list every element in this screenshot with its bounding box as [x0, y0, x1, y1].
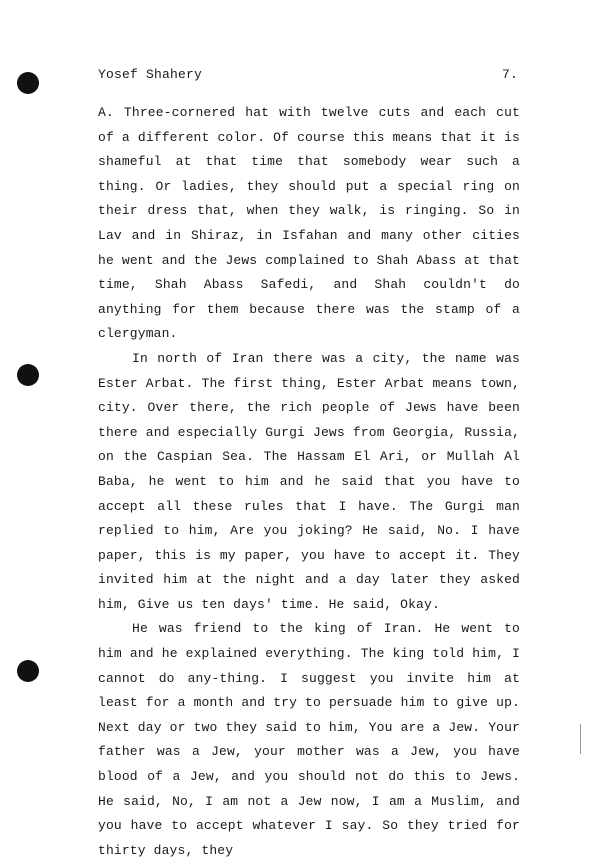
page-number: 7. [501, 67, 518, 82]
binder-hole-top [17, 72, 39, 94]
paragraph-1: A. Three-cornered hat with twelve cuts and each cut of a different color. Of course this means that it is shameful at that time that somebody wear such a thing. Or ladies, they should put a special ring on their dress that, when they walk, is ringing. So in Lav and in Shiraz, in Isfahan and many other cities he went and the Jews complained to Shah Abass at that time, Shah Abass Safedi, and Shah couldn't do anything for them because there was the stamp of a clergyman. [98, 105, 520, 342]
binder-hole-bottom [17, 660, 39, 682]
transcript-body [98, 101, 520, 863]
header-name: Yosef Shahery [98, 67, 203, 82]
paragraph-2: In north of Iran there was a city, the name was Ester Arbat. The first thing, Ester Arbat means town, city. Over there, the rich people of Jews have been there and especially Gurgi Jews from Georgia, Russia, on the Caspian Sea. The Hassam El Ari, or Mullah Al Baba, he went to him and he said that you have to accept all these rules that I have. The Gurgi man replied to him, Are you joking? He said, No. I have paper, this is my paper, you have to accept it. They invited him at the night and a day later they asked him, Give us ten days' time. He said, Okay. [98, 350, 520, 612]
binder-hole-middle [17, 364, 39, 386]
scan-edge-line [580, 724, 581, 754]
paragraph-3: He was friend to the king of Iran. He went to him and he explained everything. The king told him, I cannot do any-thing. I suggest you invite him at least for a month and try to persuade him to give up. Next day or two they said to him, You are a Jew. Your father was a Jew, your mother was a Jew, you have blood of a Jew, and you should not do this to Jews. He said, No, I am not a Jew now, I am a Muslim, and you have to accept whatever I say. So they tried for thirty days, they [98, 621, 520, 858]
